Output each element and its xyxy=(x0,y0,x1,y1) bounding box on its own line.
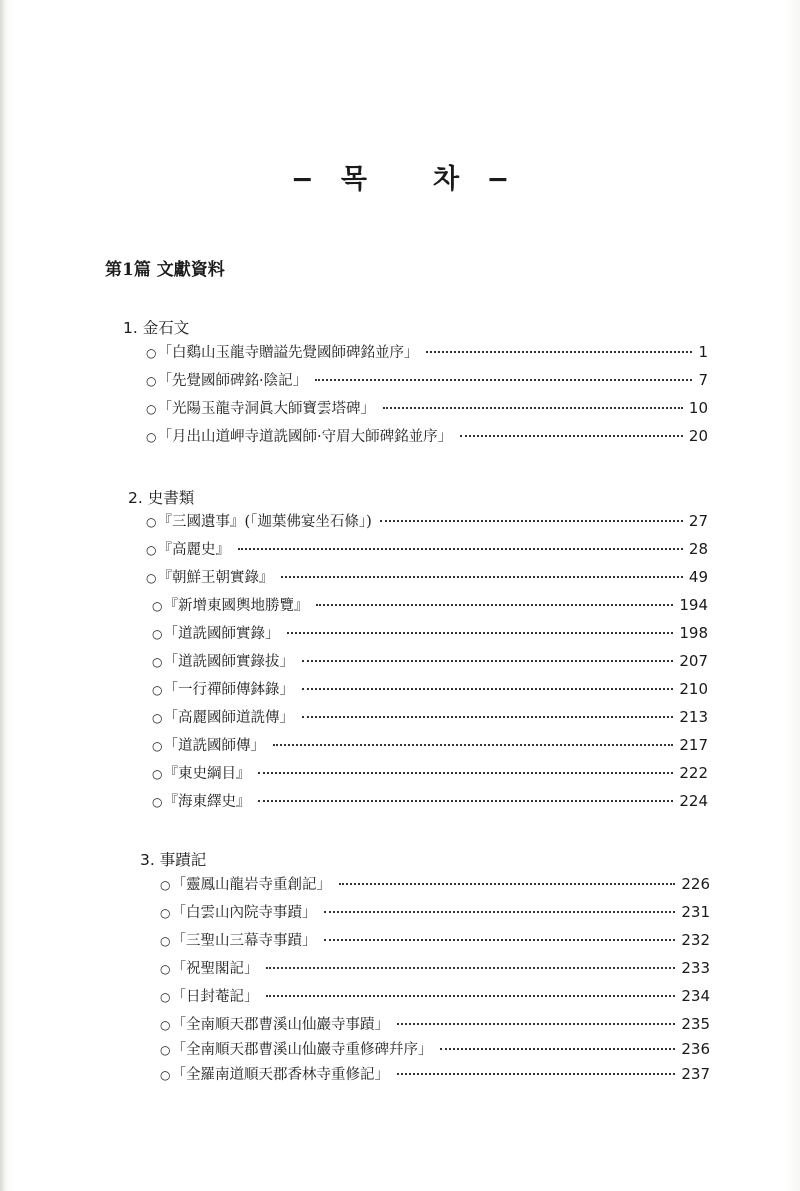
bullet-icon: ○ xyxy=(146,402,157,416)
toc-entry[interactable] xyxy=(152,706,708,727)
page-number: 233 xyxy=(681,959,710,977)
part-heading: 第1篇 文獻資料 xyxy=(105,260,225,280)
page-number: 235 xyxy=(681,1015,710,1033)
bullet-icon: ○ xyxy=(152,599,163,613)
entry-title: 「月出山道岬寺道詵國師·守眉大師碑銘並序」 xyxy=(157,429,453,445)
toc-entry[interactable] xyxy=(160,1038,710,1059)
entry-title: 「靈鳳山龍岩寺重創記」 xyxy=(171,877,331,893)
dot-leader xyxy=(440,1047,675,1050)
bullet-icon: ○ xyxy=(160,962,171,976)
dot-leader xyxy=(258,799,673,802)
bullet-icon: ○ xyxy=(160,906,171,920)
toc-entry[interactable] xyxy=(146,397,708,418)
bullet-icon: ○ xyxy=(160,1018,171,1032)
dot-leader xyxy=(273,743,673,746)
dot-leader xyxy=(339,882,675,885)
dot-leader xyxy=(281,575,682,578)
toc-entry[interactable] xyxy=(160,1013,710,1034)
page-number: 234 xyxy=(681,987,710,1005)
bullet-icon: ○ xyxy=(160,1068,171,1082)
toc-entry[interactable] xyxy=(160,985,710,1006)
bullet-icon: ○ xyxy=(152,739,163,753)
entry-title: 『三國遺事』(「迦葉佛宴坐石條」) xyxy=(157,514,372,530)
toc-entry[interactable] xyxy=(146,538,708,559)
page-number: 224 xyxy=(679,792,708,810)
page-number: 10 xyxy=(688,399,708,417)
entry-title: 「全南順天郡曹溪山仙巖寺事蹟」 xyxy=(171,1017,389,1033)
entry-title: 「日封菴記」 xyxy=(171,989,259,1005)
dot-leader xyxy=(266,966,675,969)
dot-leader xyxy=(238,547,683,550)
entry-title: 「道詵國師傳」 xyxy=(163,738,265,754)
page-number: 194 xyxy=(679,596,708,614)
toc-entry[interactable] xyxy=(160,873,710,894)
page-number: 236 xyxy=(681,1040,710,1058)
section-title-1: 1. 金石文 xyxy=(123,319,190,337)
entry-title: 「道詵國師實錄拔」 xyxy=(163,654,294,670)
dot-leader xyxy=(302,687,673,690)
bullet-icon: ○ xyxy=(160,1043,171,1057)
toc-entry[interactable] xyxy=(146,510,708,531)
bullet-icon: ○ xyxy=(160,878,171,892)
entry-title: 「白雲山內院寺事蹟」 xyxy=(171,905,317,921)
dot-leader xyxy=(324,938,675,941)
toc-entry[interactable] xyxy=(152,790,708,811)
bullet-icon: ○ xyxy=(146,515,157,529)
dot-leader xyxy=(324,910,675,913)
bullet-icon: ○ xyxy=(160,934,171,948)
dot-leader xyxy=(315,378,692,381)
page-number: 28 xyxy=(688,540,708,558)
toc-entry[interactable] xyxy=(146,425,708,446)
toc-entry[interactable] xyxy=(146,369,708,390)
toc-entry[interactable] xyxy=(146,341,708,362)
bullet-icon: ○ xyxy=(146,571,157,585)
dot-leader xyxy=(397,1072,675,1075)
title-word-2: 차 xyxy=(433,164,460,195)
entry-title: 「全羅南道順天郡香林寺重修記」 xyxy=(171,1067,389,1083)
section-title-3: 3. 事蹟記 xyxy=(140,851,207,869)
page-number: 7 xyxy=(698,371,708,389)
bullet-icon: ○ xyxy=(146,374,157,388)
toc-entry[interactable] xyxy=(146,566,708,587)
toc-entry[interactable] xyxy=(160,929,710,950)
toc-entry[interactable] xyxy=(160,1063,710,1084)
bullet-icon: ○ xyxy=(146,430,157,444)
page-number: 226 xyxy=(681,875,710,893)
title-dash-left: − xyxy=(290,164,314,195)
entry-title: 「一行禪師傳鉢錄」 xyxy=(163,682,294,698)
page-number: 198 xyxy=(679,624,708,642)
dot-leader xyxy=(426,350,692,353)
entry-title: 「全南順天郡曹溪山仙巖寺重修碑幷序」 xyxy=(171,1042,433,1058)
entry-title: 「高麗國師道詵傳」 xyxy=(163,710,294,726)
dot-leader xyxy=(316,603,673,606)
page-number: 207 xyxy=(679,652,708,670)
entry-title: 「道詵國師實錄」 xyxy=(163,626,280,642)
entry-title: 「光陽玉龍寺洞眞大師寶雲塔碑」 xyxy=(157,401,375,417)
toc-entry[interactable] xyxy=(152,678,708,699)
page-number: 217 xyxy=(679,736,708,754)
bullet-icon: ○ xyxy=(152,655,163,669)
toc-entry[interactable] xyxy=(152,762,708,783)
page-number: 49 xyxy=(688,568,708,586)
dot-leader xyxy=(302,715,673,718)
entry-title: 「祝聖閣記」 xyxy=(171,961,259,977)
bullet-icon: ○ xyxy=(146,346,157,360)
page-number: 210 xyxy=(679,680,708,698)
toc-entry[interactable] xyxy=(160,957,710,978)
bullet-icon: ○ xyxy=(152,683,163,697)
dot-leader xyxy=(258,771,673,774)
bullet-icon: ○ xyxy=(146,543,157,557)
bullet-icon: ○ xyxy=(160,990,171,1004)
dot-leader xyxy=(287,631,673,634)
toc-entry[interactable] xyxy=(152,650,708,671)
dot-leader xyxy=(460,434,683,437)
toc-entry[interactable] xyxy=(152,594,708,615)
page-number: 27 xyxy=(688,512,708,530)
section-title-2: 2. 史書類 xyxy=(128,489,195,507)
dot-leader xyxy=(380,519,683,522)
page-title xyxy=(0,157,800,196)
toc-entry[interactable] xyxy=(160,901,710,922)
page-number: 231 xyxy=(681,903,710,921)
title-dash-right: − xyxy=(486,164,510,195)
page-number: 213 xyxy=(679,708,708,726)
bullet-icon: ○ xyxy=(152,767,163,781)
dot-leader xyxy=(266,994,675,997)
page-number: 222 xyxy=(679,764,708,782)
entry-title: 『朝鮮王朝實錄』 xyxy=(157,570,274,586)
page-number: 237 xyxy=(681,1065,710,1083)
entry-title: 「白鷄山玉龍寺贈謚先覺國師碑銘並序」 xyxy=(157,345,419,361)
entry-title: 『海東繹史』 xyxy=(163,794,251,810)
dot-leader xyxy=(383,406,683,409)
toc-entry[interactable] xyxy=(152,734,708,755)
bullet-icon: ○ xyxy=(152,711,163,725)
entry-title: 『東史綱目』 xyxy=(163,766,251,782)
bullet-icon: ○ xyxy=(152,627,163,641)
page-number: 1 xyxy=(698,343,708,361)
entry-title: 『新增東國輿地勝覽』 xyxy=(163,598,309,614)
toc-entry[interactable] xyxy=(152,622,708,643)
page-number: 20 xyxy=(688,427,708,445)
page-number: 232 xyxy=(681,931,710,949)
entry-title: 「三聖山三幕寺事蹟」 xyxy=(171,933,317,949)
title-word-1: 목 xyxy=(340,164,367,195)
bullet-icon: ○ xyxy=(152,795,163,809)
entry-title: 『高麗史』 xyxy=(157,542,230,558)
entry-title: 「先覺國師碑銘·陰記」 xyxy=(157,373,308,389)
dot-leader xyxy=(397,1022,675,1025)
dot-leader xyxy=(302,659,673,662)
